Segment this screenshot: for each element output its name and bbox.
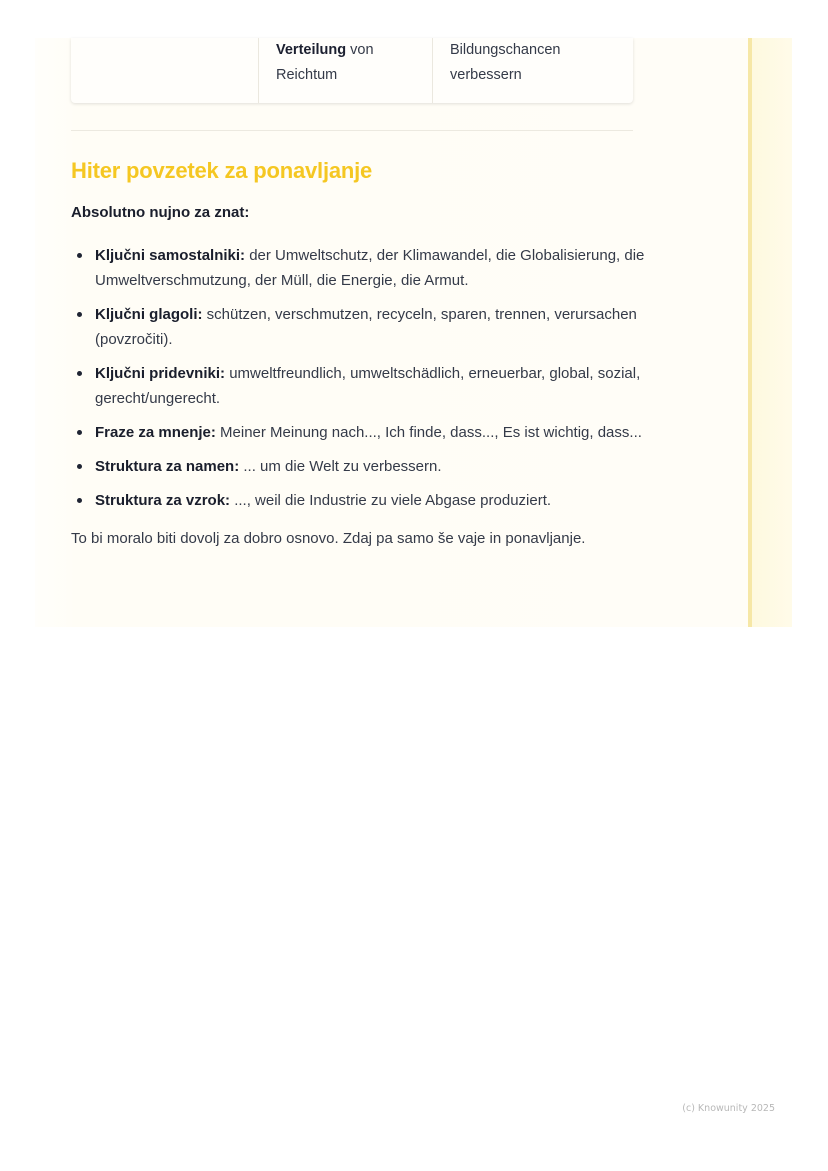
list-item [71, 420, 651, 445]
list-item-label: Ključni pridevniki: [95, 365, 226, 382]
list-item-label: Fraze za mnenje: [95, 424, 216, 441]
section-heading: Hiter povzetek za ponavljanje [71, 158, 373, 183]
cell-text: von Reichtum [276, 42, 374, 83]
list-item-label: Struktura za namen: [95, 458, 240, 475]
list-item-label: Struktura za vzrok: [95, 492, 231, 509]
list-item-label: Ključni samostalniki: [95, 247, 246, 264]
list-item-text: ..., weil die Industrie zu viele Abgase produziert. [230, 492, 552, 509]
list-item-text: Meiner Meinung nach..., Ich finde, dass..., Es ist wichtig, dass... [215, 424, 642, 441]
bullet-icon [77, 498, 82, 503]
list-item-text: schützen, verschmutzen, recyceln, sparen, trennen, verursachen (povzročiti). [95, 306, 637, 348]
table-cell [433, 38, 633, 103]
cell-bold-text: Verteilung [276, 42, 347, 58]
cell-text: Bildungschancen verbessern [450, 42, 561, 83]
list-item-text: ... um die Welt zu verbessern. [239, 458, 442, 475]
list-item [71, 302, 651, 352]
bullet-icon [77, 253, 82, 258]
list-item [71, 361, 651, 411]
summary-list [71, 243, 651, 513]
list-item [71, 454, 651, 479]
list-item [71, 243, 651, 293]
page-side-margin [752, 38, 792, 627]
bullet-icon [77, 464, 82, 469]
section-subheading: Absolutno nujno za znat: [71, 204, 250, 221]
list-item [71, 488, 651, 513]
table-cell [71, 38, 259, 103]
list-item-label: Ključni glagoli: [95, 306, 203, 323]
list-item-text: der Umweltschutz, der Klimawandel, die Globalisierung, die Umweltverschmutzung, der Müll, die Energie, die Armut. [95, 247, 645, 289]
bullet-icon [77, 371, 82, 376]
copyright-footer: (c) Knowunity 2025 [682, 1103, 775, 1114]
comparison-table [71, 38, 633, 103]
table-cell [259, 38, 433, 103]
bullet-icon [77, 430, 82, 435]
summary-section [71, 154, 651, 551]
bullet-icon [77, 312, 82, 317]
section-divider [71, 130, 633, 131]
list-item-text: umweltfreundlich, umweltschädlich, erneuerbar, global, sozial, gerecht/ungerecht. [95, 365, 641, 407]
closing-paragraph: To bi moralo biti dovolj za dobro osnovo. Zdaj pa samo še vaje in ponavljanje. [71, 530, 586, 547]
